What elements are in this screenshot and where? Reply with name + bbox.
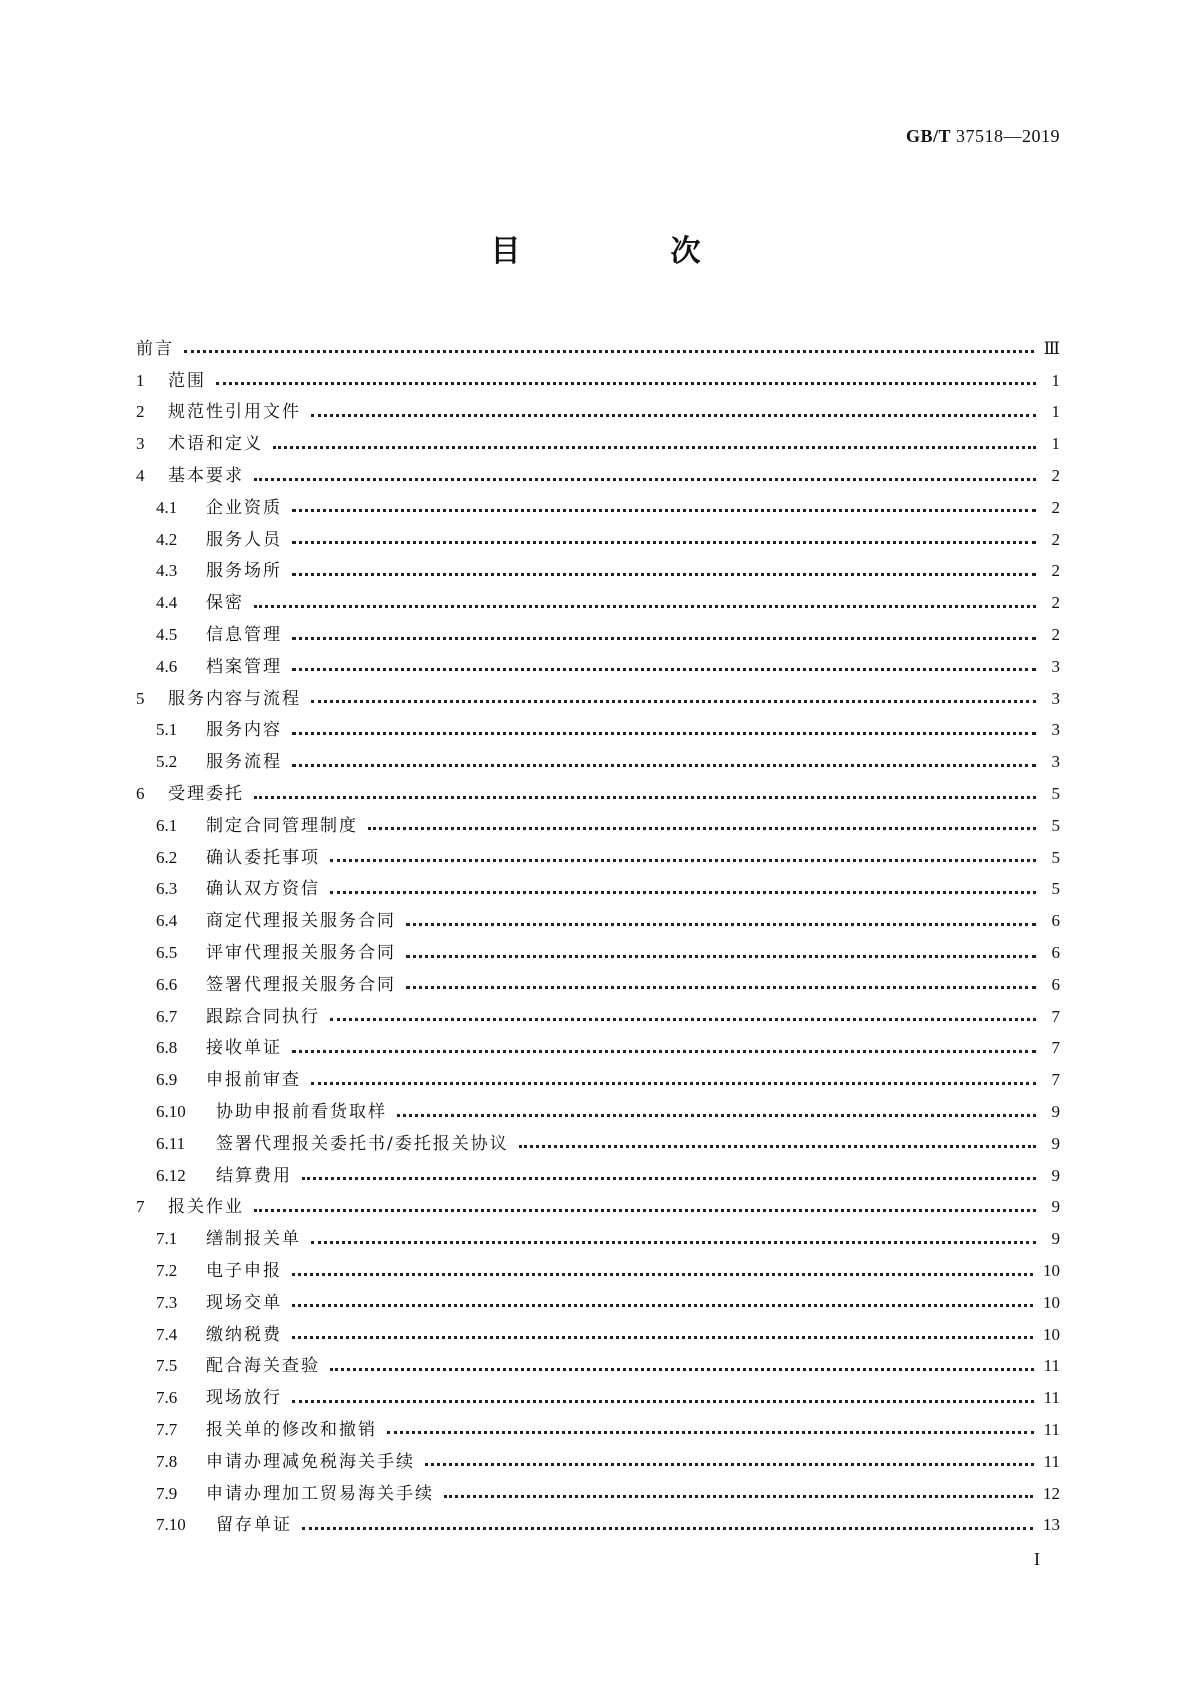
toc-entry-number: 6.9 xyxy=(156,1070,178,1090)
toc-entry-number: 6.2 xyxy=(156,847,178,867)
toc-entry-title: 接收单证 xyxy=(206,1038,282,1059)
toc-dot-leader xyxy=(444,1495,1033,1498)
toc-dot-leader xyxy=(330,1368,1034,1371)
toc-entry[interactable] xyxy=(136,365,1060,397)
toc-dot-leader xyxy=(311,700,1036,703)
toc-entry-number: 7.5 xyxy=(156,1356,178,1376)
page-number: I xyxy=(1034,1549,1040,1569)
toc-dot-leader xyxy=(368,827,1036,830)
toc-entry-number: 6.10 xyxy=(156,1102,186,1122)
toc-entry[interactable] xyxy=(136,492,1060,524)
toc-dot-leader xyxy=(406,923,1036,926)
toc-entry-number: 7.4 xyxy=(156,1324,178,1344)
toc-entry-number: 7.3 xyxy=(156,1292,178,1312)
toc-dot-leader xyxy=(292,509,1036,512)
toc-entry[interactable] xyxy=(136,397,1060,429)
toc-entry-title: 确认双方资信 xyxy=(206,879,320,900)
toc-entry[interactable] xyxy=(136,937,1060,969)
toc-entry-title: 结算费用 xyxy=(216,1165,292,1186)
toc-entry-page: 11 xyxy=(1043,1388,1060,1408)
toc-entry[interactable] xyxy=(136,460,1060,492)
toc-entry-title: 基本要求 xyxy=(168,466,244,487)
toc-dot-leader xyxy=(311,1241,1036,1244)
toc-entry-title: 服务流程 xyxy=(206,752,282,773)
toc-entry[interactable] xyxy=(136,715,1060,747)
toc-dot-leader xyxy=(216,382,1036,385)
toc-entry-number: 4.1 xyxy=(156,497,178,517)
toc-entry-page: 3 xyxy=(1051,720,1060,740)
toc-entry-page: 10 xyxy=(1043,1324,1060,1344)
toc-dot-leader xyxy=(273,446,1036,449)
toc-entry-title: 协助申报前看货取样 xyxy=(216,1102,387,1123)
toc-dot-leader xyxy=(302,1527,1033,1530)
toc-entry-number: 5.1 xyxy=(156,720,178,740)
toc-entry[interactable] xyxy=(136,1033,1060,1065)
toc-entry-page: 5 xyxy=(1051,847,1060,867)
toc-dot-leader xyxy=(311,1082,1036,1085)
toc-entry[interactable] xyxy=(136,651,1060,683)
toc-entry-title: 现场放行 xyxy=(206,1388,282,1409)
toc-entry-number: 4.6 xyxy=(156,656,178,676)
toc-entry[interactable] xyxy=(136,1319,1060,1351)
toc-entry-page: 9 xyxy=(1051,1165,1060,1185)
toc-entry[interactable] xyxy=(136,842,1060,874)
toc-dot-leader xyxy=(311,414,1036,417)
page-title: 目 次 xyxy=(490,234,761,269)
toc-entry-title: 缮制报关单 xyxy=(206,1229,301,1250)
toc-entry-title: 服务场所 xyxy=(206,561,282,582)
toc-entry-number: 2 xyxy=(136,402,145,422)
toc-entry-page: 2 xyxy=(1051,466,1060,486)
toc-entry-number: 5.2 xyxy=(156,752,178,772)
toc-entry[interactable] xyxy=(136,1446,1060,1478)
toc-entry-page: 7 xyxy=(1051,1070,1060,1090)
toc-entry[interactable] xyxy=(136,1128,1060,1160)
toc-entry-number: 6.1 xyxy=(156,815,178,835)
toc-entry-number: 6.6 xyxy=(156,974,178,994)
toc-entry[interactable] xyxy=(136,1064,1060,1096)
toc-dot-leader xyxy=(292,1400,1034,1403)
toc-entry[interactable] xyxy=(136,874,1060,906)
toc-entry-number: 7.1 xyxy=(156,1229,178,1249)
toc-entry-title: 商定代理报关服务合同 xyxy=(206,911,396,932)
toc-entry-title: 术语和定义 xyxy=(168,434,263,455)
toc-entry-page: 9 xyxy=(1051,1102,1060,1122)
toc-entry-page: 3 xyxy=(1051,656,1060,676)
standard-year-number: 37518—2019 xyxy=(956,126,1060,146)
toc-entry-title: 范围 xyxy=(168,370,206,391)
toc-dot-leader xyxy=(330,1018,1036,1021)
toc-entry-title: 受理委托 xyxy=(168,784,244,805)
toc-entry-title: 信息管理 xyxy=(206,625,282,646)
toc-entry-title: 评审代理报关服务合同 xyxy=(206,943,396,964)
toc-entry-page: 12 xyxy=(1043,1483,1060,1503)
toc-dot-leader xyxy=(292,573,1036,576)
toc-entry-page: 7 xyxy=(1051,1038,1060,1058)
toc-dot-leader xyxy=(254,605,1036,608)
toc-entry-title: 服务人员 xyxy=(206,529,282,550)
standard-code: GB/T xyxy=(905,126,951,146)
toc-entry-number: 6.12 xyxy=(156,1165,186,1185)
toc-entry-number: 5 xyxy=(136,688,145,708)
toc-entry-page: 2 xyxy=(1051,593,1060,613)
toc-dot-leader xyxy=(254,478,1036,481)
toc-entry-page: 5 xyxy=(1051,879,1060,899)
toc-entry-number: 3 xyxy=(136,434,145,454)
toc-entry[interactable] xyxy=(136,1478,1060,1510)
toc-entry-title: 确认委托事项 xyxy=(206,847,320,868)
toc-entry-title: 服务内容与流程 xyxy=(168,688,301,709)
toc-entry[interactable] xyxy=(136,333,1060,365)
toc-dot-leader xyxy=(292,1304,1033,1307)
toc-entry-number: 7.10 xyxy=(156,1515,186,1535)
toc-dot-leader xyxy=(292,1336,1033,1339)
toc-entry-page: 9 xyxy=(1051,1197,1060,1217)
toc-entry-title: 报关单的修改和撤销 xyxy=(206,1419,377,1440)
toc-dot-leader xyxy=(397,1114,1036,1117)
toc-entry[interactable] xyxy=(136,905,1060,937)
toc-entry-number: 7.7 xyxy=(156,1419,178,1439)
toc-entry-number: 7.9 xyxy=(156,1483,178,1503)
toc-entry-number: 4.2 xyxy=(156,529,178,549)
toc-entry-title: 制定合同管理制度 xyxy=(206,815,358,836)
toc-entry[interactable] xyxy=(136,1096,1060,1128)
toc-dot-leader xyxy=(406,986,1036,989)
toc-entry[interactable] xyxy=(136,1351,1060,1383)
toc-entry-page: 3 xyxy=(1051,688,1060,708)
toc-dot-leader xyxy=(519,1145,1036,1148)
toc-entry-number: 4 xyxy=(136,466,145,486)
toc-dot-leader xyxy=(292,732,1036,735)
toc-dot-leader xyxy=(254,1209,1036,1212)
table-of-contents xyxy=(136,333,1060,1541)
toc-entry[interactable] xyxy=(136,746,1060,778)
toc-entry-number: 7.2 xyxy=(156,1261,178,1280)
toc-entry-page: 11 xyxy=(1043,1356,1060,1376)
toc-entry-title: 报关作业 xyxy=(168,1197,244,1218)
toc-entry[interactable] xyxy=(136,524,1060,556)
toc-entry-page: 5 xyxy=(1051,815,1060,835)
toc-entry-number: 6.5 xyxy=(156,943,178,963)
toc-dot-leader xyxy=(292,668,1036,671)
toc-entry[interactable] xyxy=(136,969,1060,1001)
toc-entry-title: 签署代理报关委托书/委托报关协议 xyxy=(216,1133,509,1154)
toc-entry[interactable] xyxy=(136,1160,1060,1192)
toc-entry[interactable] xyxy=(136,1382,1060,1414)
toc-entry[interactable] xyxy=(136,1287,1060,1319)
toc-entry-page: 11 xyxy=(1043,1451,1060,1471)
toc-entry-number: 6 xyxy=(136,784,145,804)
toc-dot-leader xyxy=(302,1177,1036,1180)
toc-entry-page: 10 xyxy=(1043,1261,1060,1280)
toc-entry-page: Ⅲ xyxy=(1043,338,1060,358)
toc-entry-page: 13 xyxy=(1043,1515,1060,1535)
toc-dot-leader xyxy=(330,891,1036,894)
toc-entry-page: 2 xyxy=(1051,625,1060,645)
toc-entry-number: 6.11 xyxy=(156,1133,186,1153)
toc-entry-page: 2 xyxy=(1051,561,1060,581)
toc-entry-page: 9 xyxy=(1051,1229,1060,1249)
toc-entry[interactable] xyxy=(136,587,1060,619)
toc-entry[interactable] xyxy=(136,810,1060,842)
toc-entry-page: 3 xyxy=(1051,752,1060,772)
toc-entry-page: 6 xyxy=(1051,943,1060,963)
toc-entry-page: 2 xyxy=(1051,497,1060,517)
toc-dot-leader xyxy=(254,796,1036,799)
toc-entry-page: 10 xyxy=(1043,1292,1060,1312)
toc-dot-leader xyxy=(184,350,1034,353)
toc-entry-number: 6.4 xyxy=(156,911,178,931)
toc-entry[interactable] xyxy=(136,1414,1060,1446)
toc-dot-leader xyxy=(387,1431,1034,1434)
toc-entry[interactable] xyxy=(136,428,1060,460)
toc-dot-leader xyxy=(292,764,1036,767)
toc-entry-number: 1 xyxy=(136,370,145,390)
toc-entry-number: 4.5 xyxy=(156,625,178,645)
toc-entry-number: 4.4 xyxy=(156,593,178,613)
toc-entry-number: 7 xyxy=(136,1197,145,1217)
toc-entry[interactable] xyxy=(136,1001,1060,1033)
toc-dot-leader xyxy=(292,637,1036,640)
toc-entry-number: 6.7 xyxy=(156,1006,178,1026)
toc-entry[interactable] xyxy=(136,1192,1060,1224)
toc-entry-page: 2 xyxy=(1051,529,1060,549)
toc-entry-page: 1 xyxy=(1051,370,1060,390)
toc-entry-title: 留存单证 xyxy=(216,1515,292,1536)
toc-entry-title: 档案管理 xyxy=(206,656,282,677)
toc-entry-title: 申报前审查 xyxy=(206,1070,301,1091)
toc-entry-number: 7.8 xyxy=(156,1451,178,1471)
toc-entry-page: 1 xyxy=(1051,402,1060,422)
standard-number xyxy=(906,126,1060,147)
toc-entry[interactable] xyxy=(136,619,1060,651)
toc-entry-page: 6 xyxy=(1051,911,1060,931)
toc-entry-title: 跟踪合同执行 xyxy=(206,1006,320,1027)
toc-entry-title: 配合海关查验 xyxy=(206,1356,320,1377)
toc-entry[interactable] xyxy=(136,1509,1060,1541)
toc-entry[interactable] xyxy=(136,683,1060,715)
toc-dot-leader xyxy=(292,1050,1036,1053)
toc-entry-title: 申请办理加工贸易海关手续 xyxy=(206,1483,434,1504)
toc-entry-page: 1 xyxy=(1051,434,1060,454)
toc-entry-title: 申请办理减免税海关手续 xyxy=(206,1451,415,1472)
toc-dot-leader xyxy=(292,541,1036,544)
toc-dot-leader xyxy=(330,859,1036,862)
toc-entry-page: 5 xyxy=(1051,784,1060,804)
toc-entry-page: 6 xyxy=(1051,974,1060,994)
toc-entry[interactable] xyxy=(136,778,1060,810)
toc-entry-page: 9 xyxy=(1051,1133,1060,1153)
toc-entry[interactable] xyxy=(136,556,1060,588)
toc-dot-leader xyxy=(292,1273,1033,1276)
toc-entry-number: 7.6 xyxy=(156,1388,178,1408)
toc-entry-number: 4.3 xyxy=(156,561,178,581)
toc-entry-title: 服务内容 xyxy=(206,720,282,741)
toc-entry-number: 6.8 xyxy=(156,1038,178,1058)
toc-entry-title: 现场交单 xyxy=(206,1292,282,1313)
toc-entry-title: 保密 xyxy=(206,593,244,614)
toc-entry[interactable] xyxy=(136,1255,1060,1287)
toc-dot-leader xyxy=(406,955,1036,958)
toc-entry-title: 企业资质 xyxy=(206,497,282,518)
toc-entry-title: 电子申报 xyxy=(206,1261,282,1281)
toc-entry-title: 缴纳税费 xyxy=(206,1324,282,1345)
toc-entry-title: 签署代理报关服务合同 xyxy=(206,974,396,995)
toc-entry-number: 6.3 xyxy=(156,879,178,899)
toc-entry-title: 前言 xyxy=(136,338,174,359)
toc-dot-leader xyxy=(425,1463,1034,1466)
toc-entry[interactable] xyxy=(136,1223,1060,1255)
toc-entry-page: 11 xyxy=(1043,1419,1060,1439)
toc-entry-page: 7 xyxy=(1051,1006,1060,1026)
toc-entry-title: 规范性引用文件 xyxy=(168,402,301,423)
